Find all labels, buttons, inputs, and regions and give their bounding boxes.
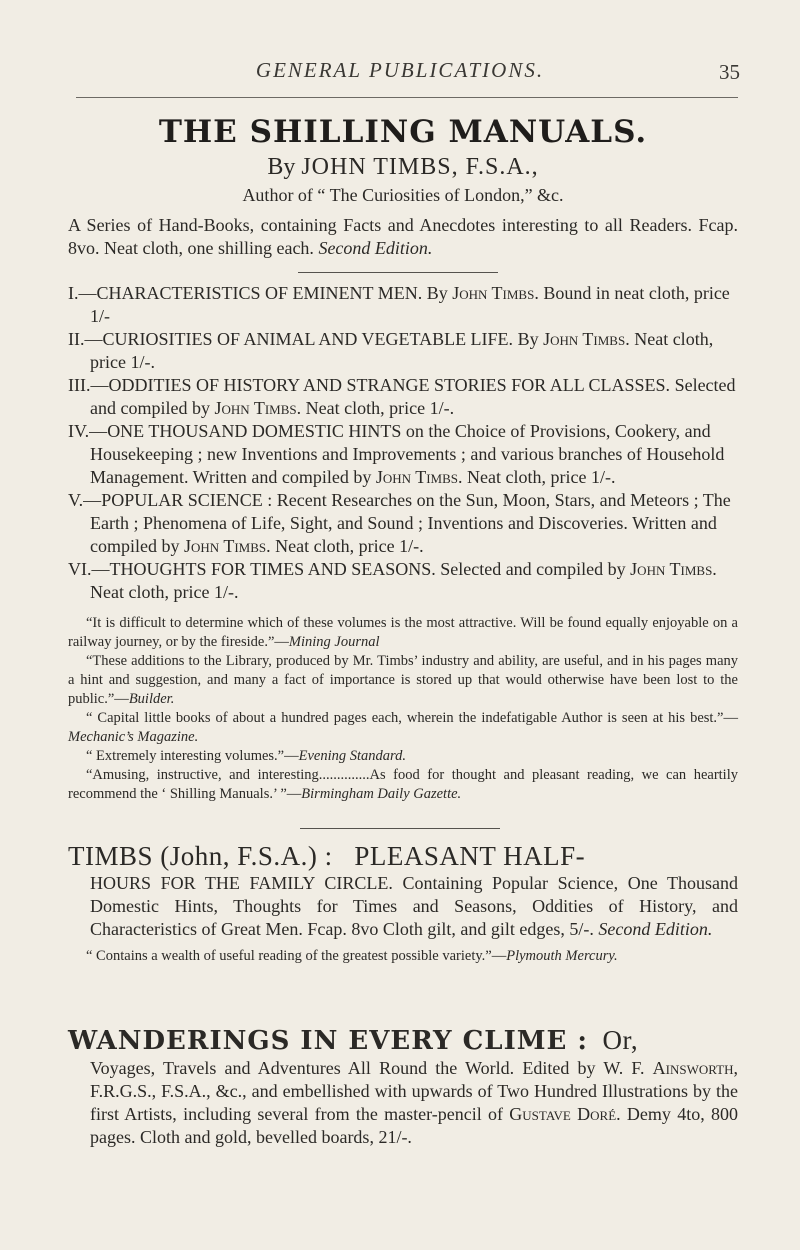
byline bbox=[68, 152, 738, 182]
entry-by: on the Choice of Provisions, Cookery, and Housekeeping ; new Inventions and Improvements ; and various branches of Household Management. Written and compiled by bbox=[90, 421, 725, 487]
pleasant-description bbox=[68, 872, 738, 941]
wanderings-lead bbox=[68, 1024, 738, 1057]
entry-by: Selected and compiled by bbox=[90, 375, 736, 418]
byline-by: By bbox=[267, 154, 296, 180]
entry-author: John Timbs. bbox=[375, 467, 463, 487]
wanderings-lead-rest: Or, bbox=[602, 1025, 639, 1055]
review-text: “ Capital little books of about a hundred pages each, wherein the indefatigable Author is seen at his best.”— bbox=[86, 710, 738, 726]
press-reviews bbox=[68, 614, 738, 804]
review-text: “ Extremely interesting volumes.”— bbox=[86, 748, 299, 764]
wanderings-body: . Demy 4to, 800 pages. Cloth and gold, bevelled boards, 21/-. bbox=[90, 1104, 738, 1147]
manual-entry bbox=[68, 489, 738, 558]
section-rule bbox=[300, 828, 500, 829]
entry-title: ODDITIES OF HISTORY AND STRANGE STORIES FOR ALL CLASSES. bbox=[108, 375, 671, 395]
review-source: Evening Standard. bbox=[298, 748, 406, 764]
running-head-rule bbox=[76, 97, 738, 98]
entry-title: THOUGHTS FOR TIMES AND SEASONS. bbox=[109, 559, 436, 579]
shilling-manuals-section bbox=[68, 112, 738, 260]
entry-by: Recent Researches on the Sun, Moon, Stars, and Meteors ; The Earth ; Phenomena of Life, Sight, and Sound ; Inventions and Discoveries. Written and compiled by bbox=[90, 490, 731, 556]
entry-title: CHARACTERISTICS OF EMINENT MEN. bbox=[96, 283, 423, 303]
entry-number: V.— bbox=[68, 490, 102, 510]
manual-entry bbox=[68, 420, 738, 489]
review-source: Mining Journal bbox=[288, 634, 380, 650]
entry-number: I.— bbox=[68, 283, 97, 303]
entry-details: Bound in neat cloth, price 1/- bbox=[90, 283, 730, 326]
entry-number: IV.— bbox=[68, 421, 108, 441]
review-source: Mechanic’s Magazine. bbox=[68, 729, 199, 745]
entry-details: Neat cloth, price 1/-. bbox=[462, 467, 616, 487]
manual-entry bbox=[68, 282, 738, 328]
wanderings-editor: Ainsworth bbox=[652, 1058, 734, 1078]
press-review bbox=[68, 766, 738, 804]
entry-author: John Timbs. bbox=[543, 329, 630, 349]
entry-details: Neat cloth, price 1/-. bbox=[90, 329, 714, 372]
wanderings-title: WANDERINGS IN EVERY CLIME : bbox=[68, 1026, 588, 1056]
review-source: Builder. bbox=[128, 691, 175, 707]
entry-title: ONE THOUSAND DOMESTIC HINTS bbox=[107, 421, 402, 441]
review-text: “Amusing, instructive, and interesting..............As food for thought and pleasant reading, we can heartily recommend the ‘ Shilling Manuals.’ ”— bbox=[68, 767, 738, 802]
entry-title: POPULAR SCIENCE : bbox=[101, 490, 273, 510]
series-edition: Second Edition. bbox=[318, 238, 433, 258]
manual-entries bbox=[68, 282, 738, 804]
page-number: 35 bbox=[719, 60, 740, 84]
author-name: JOHN TIMBS, F.S.A., bbox=[301, 154, 539, 180]
entry-author: John Timbs. bbox=[452, 283, 539, 303]
press-review bbox=[68, 652, 738, 709]
wanderings-description bbox=[68, 1057, 738, 1149]
entry-by: By bbox=[422, 283, 453, 303]
series-description bbox=[68, 214, 738, 260]
press-review bbox=[68, 747, 738, 766]
entry-details: Neat cloth, price 1/-. bbox=[301, 398, 455, 418]
pleasant-lead-title: PLEASANT HALF- bbox=[354, 841, 586, 871]
entry-number: II.— bbox=[68, 329, 103, 349]
entry-by: Selected and compiled by bbox=[435, 559, 631, 579]
press-review bbox=[68, 947, 738, 966]
running-head bbox=[0, 58, 800, 98]
author-credit: Author of “ The Curiosities of London,” &c. bbox=[242, 185, 564, 205]
entry-details: Neat cloth, price 1/-. bbox=[270, 536, 424, 556]
series-description-text: A Series of Hand-Books, containing Facts and Anecdotes interesting to all Readers. Fcap. 8vo. Neat cloth, one shilling each. bbox=[68, 215, 738, 258]
manual-entry bbox=[68, 374, 738, 420]
manual-entry bbox=[68, 328, 738, 374]
pleasant-lead bbox=[68, 840, 738, 872]
pleasant-half-hours-section bbox=[68, 840, 738, 966]
review-source: Birmingham Daily Gazette. bbox=[301, 786, 462, 802]
entry-author: John Timbs. bbox=[214, 398, 302, 418]
entry-author: John Timbs. bbox=[183, 536, 271, 556]
wanderings-body: Voyages, Travels and Adventures All Round the World. Edited by W. F. bbox=[90, 1058, 653, 1078]
running-head-title: GENERAL PUBLICATIONS. bbox=[255, 58, 545, 82]
entry-number: III.— bbox=[68, 375, 109, 395]
review-text: “These additions to the Library, produced by Mr. Timbs’ industry and ability, are useful, and in his pages many a hint and suggestion, and many a fact of importance is stored up that would otherwise have been lost to the public.”— bbox=[68, 653, 738, 707]
wanderings-section bbox=[68, 1024, 738, 1149]
pleasant-edition: Second Edition. bbox=[598, 919, 713, 939]
press-review bbox=[68, 709, 738, 747]
wanderings-artist: Gustave Doré bbox=[509, 1104, 617, 1124]
review-text: “It is difficult to determine which of these volumes is the most attractive. Will be found equally enjoyable on a railway journey, or by the fireside.”— bbox=[68, 615, 738, 650]
entry-details: Neat cloth, price 1/-. bbox=[90, 582, 239, 602]
shilling-manuals-heading: THE SHILLING MANUALS. bbox=[158, 114, 648, 150]
press-review bbox=[68, 614, 738, 652]
wanderings-body: , F.R.G.S., F.S.A., &c., and embellished with upwards of Two Hundred Illustrations by the first Artists, including several from the master-pencil of bbox=[90, 1058, 738, 1124]
entry-author: John Timbs. bbox=[630, 559, 717, 579]
entry-title: CURIOSITIES OF ANIMAL AND VEGETABLE LIFE. bbox=[102, 329, 514, 349]
pleasant-body: HOURS FOR THE FAMILY CIRCLE. Containing Popular Science, One Thousand Domestic Hints, Thoughts for Times and Seasons, Oddities of History, and Characteristics of Great Men. Fcap. 8vo Cloth gilt, and gilt edges, 5/-. bbox=[90, 873, 738, 939]
manual-entry bbox=[68, 558, 738, 604]
review-source: Plymouth Mercury. bbox=[506, 948, 618, 964]
review-text: “ Contains a wealth of useful reading of the greatest possible variety.”— bbox=[86, 948, 507, 964]
entry-by: By bbox=[513, 329, 544, 349]
pleasant-lead-author: TIMBS (John, F.S.A.) : bbox=[68, 841, 333, 871]
section-rule bbox=[298, 272, 498, 273]
entry-number: VI.— bbox=[68, 559, 110, 579]
